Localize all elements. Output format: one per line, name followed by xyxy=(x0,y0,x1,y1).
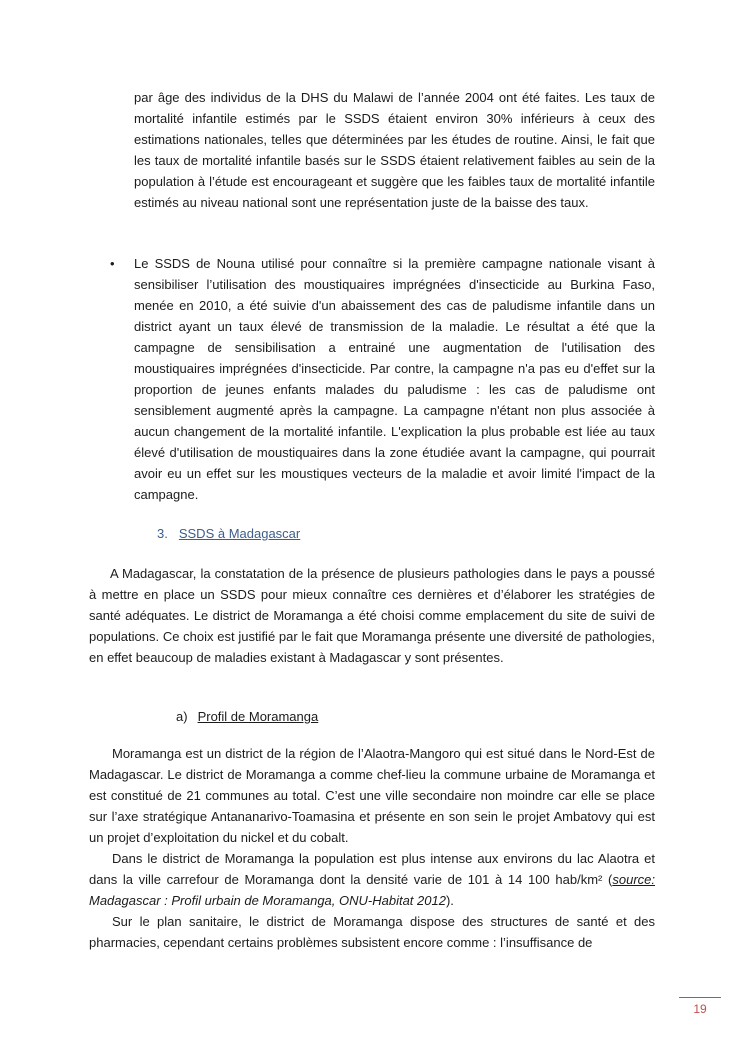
source-open-paren: ( xyxy=(608,872,613,887)
footer-divider xyxy=(679,997,721,998)
subsection-number: a) xyxy=(176,709,188,724)
section-heading-madagascar xyxy=(157,523,300,544)
section-title-link[interactable]: SSDS à Madagascar xyxy=(178,526,301,541)
source-close-paren: ). xyxy=(445,893,454,908)
bullet-text: Le SSDS de Nouna utilisé pour connaître si la première campagne nationale visant à sensibiliser l’utilisation des moustiquaires imprégnées d'insecticide au Burkina Faso, menée en 2010, a été suivie d'un abaissement des cas de paludisme infantile dans un district ayant un taux élevé de transmission de la maladie. Le résultat a été que la campagne de sensibilisation a entrainé une augmentation de l'utilisation des moustiquaires imprégnées d'insecticide. Par contre, la campagne n'a pas eu d'effet sur la proportion de jeunes enfants malades du paludisme : les cas de paludisme ont sensiblement augmenté après la campagne. La campagne n'étant non plus associée à aucun changement de la mortalité infantile. L'explication la plus probable est liée au taux élevé d'utilisation de moustiquaires dans la zone étudiée avant la campagne, qui pourrait avoir eu un effet sur les moustiques vecteurs de la maladie et avoir limité l'impact de la campagne. xyxy=(134,256,655,502)
paragraph-profil-3: Sur le plan sanitaire, le district de Moramanga dispose des structures de santé et des pharmacies, cependant certains problèmes subsistent encore comme : l’insuffisance de xyxy=(89,914,655,950)
source-citation: Madagascar : Profil urbain de Moramanga, ONU-Habitat 2012 xyxy=(89,893,446,908)
paragraph-profil-1: Moramanga est un district de la région de l’Alaotra-Mangoro qui est situé dans le Nord-Est de Madagascar. Le district de Moramanga a comme chef-lieu la commune urbaine de Moramanga et est constitué de 21 communes au total. C’est une ville secondaire non moindre car elle se place sur l’axe stratégique Antananarivo-Toamasina et présente en son sein le projet Ambatovy qui est un projet d’exploitation du nickel et du cobalt. xyxy=(89,746,655,845)
section-number: 3. xyxy=(157,526,168,541)
profil-paragraphs xyxy=(89,743,655,953)
page-number: 19 xyxy=(693,1002,707,1016)
paragraph-profil-2 xyxy=(89,848,655,911)
subsection-title: Profil de Moramanga xyxy=(197,709,319,724)
paragraph-madagascar: A Madagascar, la constatation de la présence de plusieurs pathologies dans le pays a poussé à mettre en place un SSDS pour mieux connaître ces dernières et d’élaborer les stratégies de santé adéquates. Le district de Moramanga a été choisi comme emplacement du site de suivi de populations. Ce choix est justifié par le fait que Moramanga présente une diversité de pathologies, en effet beaucoup de maladies existant à Madagascar y sont présentes. xyxy=(89,566,655,665)
bullet-icon: • xyxy=(110,256,115,271)
paragraph-profil-2-main: Dans le district de Moramanga la population est plus intense aux environs du lac Alaotra et dans la ville carrefour de Moramanga dont la densité varie de 101 à 14 100 hab/km² xyxy=(89,851,655,887)
source-label: source: xyxy=(612,872,655,887)
subsection-heading-profil xyxy=(176,706,318,727)
paragraph-malawi-continued: par âge des individus de la DHS du Malawi de l’année 2004 ont été faites. Les taux de mortalité infantile estimés par le SSDS étaient environ 30% inférieurs à ceux des estimations nationales, telles que déterminées par les études de routine. Ainsi, le fait que les taux de mortalité infantile basés sur le SSDS étaient relativement faibles au sein de la population à l’étude est encourageant et suggère que les faibles taux de mortalité infantile estimés au niveau national sont une représentation juste de la baisse des taux. xyxy=(134,90,655,210)
